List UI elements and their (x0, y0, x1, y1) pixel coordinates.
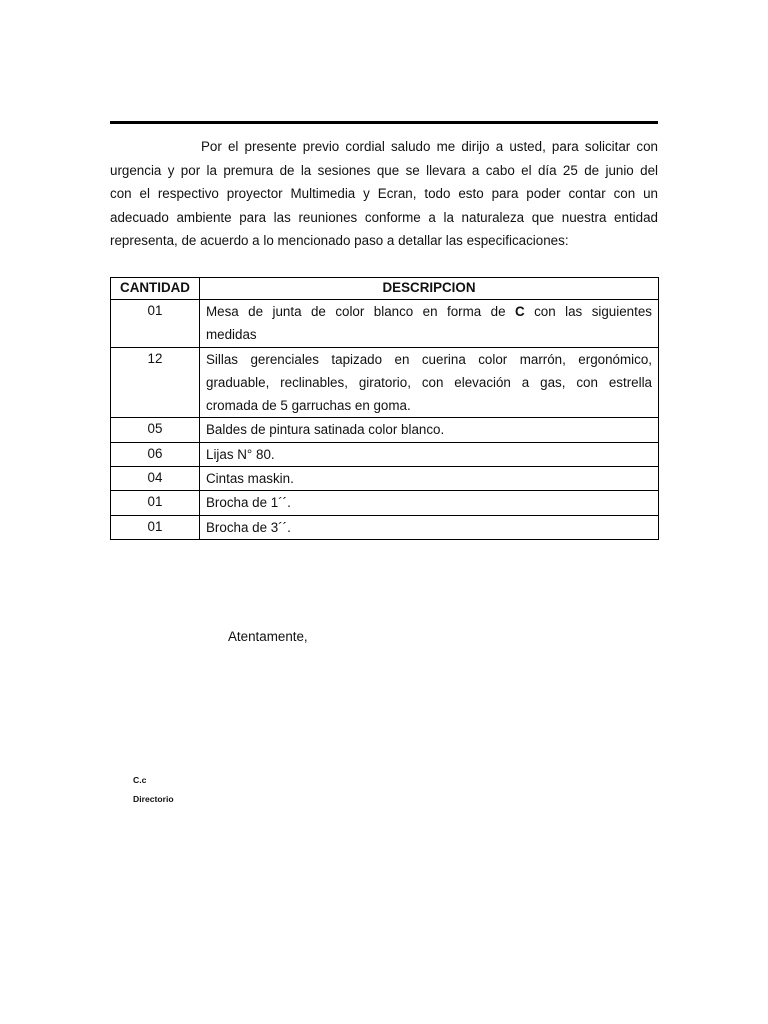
quantity-cell: 01 (111, 491, 200, 515)
intro-line: adecuado ambiente para las reuniones conforme a la naturaleza que nuestra entidad (110, 209, 658, 225)
intro-paragraph (110, 135, 658, 253)
table-row (111, 515, 659, 539)
description-line (206, 443, 652, 466)
table-header-row (111, 278, 659, 300)
description-text: Cintas maskin. (206, 471, 294, 487)
quantity-column-header: CANTIDAD (111, 278, 200, 300)
table-row (111, 300, 659, 348)
description-line (206, 348, 652, 371)
cc-recipient: Directorio (133, 794, 174, 804)
description-text: Brocha de 1´´. (206, 495, 291, 511)
carbon-copy-block (133, 771, 174, 809)
description-text: cromada de 5 garruchas en goma. (206, 398, 411, 414)
description-cell (200, 515, 659, 539)
cc-label: C.c (133, 775, 147, 785)
description-text: medidas (206, 327, 257, 343)
description-text: Sillas gerenciales tapizado en cuerina color marrón, ergonómico, (206, 351, 652, 367)
table-row (111, 442, 659, 466)
intro-line: representa, de acuerdo a lo mencionado paso a detallar las especificaciones: (110, 233, 569, 249)
description-cell (200, 442, 659, 466)
description-column-header: DESCRIPCION (200, 278, 659, 300)
description-cell (200, 300, 659, 348)
description-text: con las siguientes (524, 304, 652, 319)
header-rule (110, 121, 658, 124)
quantity-cell: 01 (111, 300, 200, 348)
description-text: Brocha de 3´´. (206, 519, 291, 535)
description-line (206, 371, 652, 394)
table-row (111, 418, 659, 442)
quantity-cell: 12 (111, 347, 200, 418)
closing-salutation: Atentamente, (228, 629, 308, 644)
description-cell (200, 347, 659, 418)
quantity-cell: 04 (111, 467, 200, 491)
intro-line: con el respectivo proyector Multimedia y Ecran, todo esto para poder contar con un (110, 186, 658, 202)
description-line (206, 300, 652, 323)
quantity-cell: 06 (111, 442, 200, 466)
quantity-cell: 01 (111, 515, 200, 539)
description-text: graduable, reclinables, giratorio, con elevación a gas, con estrella (206, 374, 652, 390)
table-row (111, 491, 659, 515)
description-line (206, 516, 652, 539)
description-cell (200, 467, 659, 491)
description-line (206, 394, 652, 417)
intro-line: urgencia y por la premura de la sesiones que se llevara a cabo el día 25 de junio del (110, 162, 658, 178)
description-line (206, 491, 652, 514)
description-cell (200, 491, 659, 515)
table-row (111, 467, 659, 491)
description-line (206, 418, 652, 441)
specifications-table (110, 277, 659, 540)
description-cell (200, 418, 659, 442)
description-line (206, 467, 652, 490)
description-bold-text: C (515, 304, 525, 319)
table-row (111, 347, 659, 418)
intro-line: Por el presente previo cordial saludo me dirijo a usted, para solicitar con (201, 139, 658, 154)
quantity-cell: 05 (111, 418, 200, 442)
description-line (206, 323, 652, 346)
description-text: Mesa de junta de color blanco en forma de (206, 304, 515, 319)
description-text: Lijas N° 80. (206, 446, 275, 462)
table-body (111, 300, 659, 540)
description-text: Baldes de pintura satinada color blanco. (206, 422, 445, 438)
